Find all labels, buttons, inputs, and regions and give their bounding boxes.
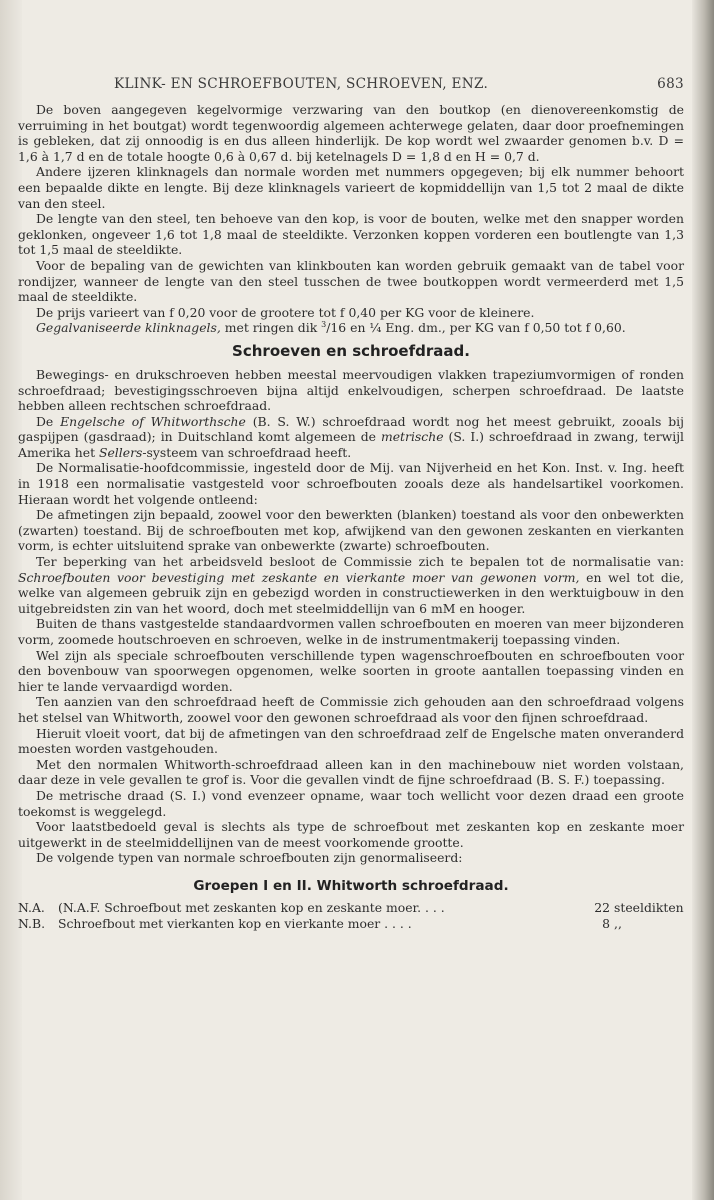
paragraph [18,414,684,461]
paragraph: De metrische draad (S. I.) vond evenzeer opname, waar toch wellicht voor dezen draad een groote toekomst is weggelegd. [18,787,684,819]
paragraph: De boven aangegeven kegelvormige verzwaring van den boutkop (en dienovereenkomstig de verruiming in het boutgat) wordt tegenwoordig algemeen achterwege gelaten, daar door proefnemingen is gebleken, dat zij onnoodig is en dus alleen hinderlijk. De kop wordt wel zwaarder genomen b.v. D = 1,6 à 1,7 d en de totale hoogte 0,6 à 0,67 d. bij ketelnagels D = 1,8 d en H = 0,7 d. [18,102,684,164]
book-fore-edge [692,0,714,1200]
table-row [18,900,684,916]
text-run: -systeem van schroefdraad heeft. [142,444,352,460]
text-run: (S. I.) schroefdraad in zwang, terwijl Amerika het [18,429,685,460]
italic-term: Gegalvaniseerde klinknagels, [36,320,221,336]
paragraph: Voor de bepaling van de gewichten van klinkbouten kan worden gebruik gemaakt van de tabel voor rondijzer, wanneer de lengte van den steel tusschen de twee boutkoppen wordt vermeerderd met 1,5 maal de steeldikte. [18,257,684,305]
row-unit: ,, [614,915,622,931]
paragraph: Met den normalen Whitworth-schroefdraad alleen kan in den machinebouw niet worden volstaan, daar deze in vele gevallen te grof is. Voor die gevallen vindt de fijne schroefdraad (B. S. F.) toepassing. [18,756,684,788]
section-heading: Schroeven en schroefdraad. [232,341,470,360]
running-head-title: KLINK- EN SCHROEFBOUTEN, SCHROEVEN, ENZ. [114,76,489,92]
row-description: Schroefbout met vierkanten kop en vierkante moer . . . . [58,915,412,931]
fraction-numerator: 3 [321,320,327,330]
paragraph: Andere ijzeren klinknagels dan normale worden met nummers opgegeven; bij elk nummer behoort een bepaalde dikte en lengte. Bij deze klinknagels varieert de kopmiddellijn van 1,5 tot 2 maal de dikte van den steel. [18,164,684,211]
intro-section [18,102,684,336]
row-count: 8 [602,915,610,931]
running-head [114,76,684,102]
table-row [18,916,684,932]
row-description: (N.A.F. Schroefbout met zeskanten kop en zeskante moer. . . . [58,899,445,915]
paragraph: De prijs varieert van f 0,20 voor de grootere tot f 0,40 per KG voor de kleinere. [36,304,535,320]
text-run: en wel tot die, welke van algemeen gebruik zijn en gebezigd worden in constructiewerken in den werktuigbouw in den uitgebreidsten zin van het woord, doch met steelmiddellijn van 6 mM en hooger. [18,569,684,616]
paragraph: Ten aanzien van den schroefdraad heeft de Commissie zich gehouden aan den schroefdraad volgens het stelsel van Whitworth, zoowel voor den gewonen schroefdraad als voor den fijnen schroefdraad. [18,694,684,725]
paragraph: Buiten de thans vastgestelde standaardvormen vallen schroefbouten en moeren van meer bijzonderen vorm, zoomede houtschroeven en schroeven, welke in de instrumentmakerij toepassing vinden. [18,616,684,647]
paragraph: De volgende typen van normale schroefbouten zijn genormaliseerd: [36,850,463,866]
paragraph: De afmetingen zijn bepaald, zoowel voor den bewerkten (blanken) toestand als voor den onbewerkten (zwarten) toestand. Bij de schroefbouten met kop, afwijkend van den gewonen zeskanten en vierkanten vorm, is echter uitsluitend sprake van onbewerkte (zwarte) schroefbouten. [18,507,684,554]
paragraph: De lengte van den steel, ten behoeve van den kop, is voor de bouten, welke met den snapper worden geklonken, ongeveer 1,6 tot 1,8 maal de steeldikte. Verzonken koppen vorderen een boutlengte van 1,3 tot 1,5 maal de steeldikte. [18,211,684,258]
text-run: (B. S. W.) schroefdraad wordt nog het meest gebruikt, zooals bij gaspijpen (gasdraad); in Duitschland komt algemeen de [18,413,684,445]
italic-term: Schroefbouten voor bevestiging met zeskante en vierkante moer van gewonen vorm, [18,569,580,585]
paragraph: Voor laatstbedoeld geval is slechts als type de schroefbout met zeskanten kop en zeskante moer uitgewerkt in de steelmiddellijnen van de meest voorkomende grootte. [18,819,684,850]
screws-section [18,367,684,866]
page-number: 683 [657,76,684,92]
italic-term: Sellers [98,444,143,460]
bolt-types-table [18,900,684,931]
paragraph: De Normalisatie-hoofdcommissie, ingesteld door de Mij. van Nijverheid en het Kon. Inst. v. Ing. heeft in 1918 een normalisatie vastgesteld voor schroefbouten zooals deze als handelsartikel voorkomen. Hieraan wordt het volgende ontleend: [18,460,684,507]
row-code: N.B. [18,915,46,931]
italic-term: Engelsche of Whitworthsche [60,413,246,429]
row-count: 22 [594,899,610,915]
text-run: Ter beperking van het arbeidsveld besloot de Commissie zich te bepalen tot de normalisatie van: [36,554,684,570]
paragraph: Hieruit vloeit voort, dat bij de afmetingen van den schroefdraad zelf de Engelsche maten onveranderd moesten worden vastgehouden. [18,725,684,757]
text-run: en ¼ Eng. dm., per KG van f 0,50 tot f 0,60. [346,320,626,336]
text-run: met ringen dik [220,320,322,336]
subsection-heading: Groepen I en II. Whitworth schroefdraad. [193,877,509,894]
row-unit: steeldikten [614,899,684,915]
text-run: De [36,413,61,429]
paragraph [18,554,684,616]
italic-term: metrische [380,429,444,445]
page [18,76,684,931]
paragraph: Bewegings- en drukschroeven hebben meestal meervoudigen vlakken trapeziumvormigen of ronden schroefdraad; bevestigingsschroeven bijna altijd enkelvoudigen, scherpen schroefdraad. De laatste hebben alleen rechtschen schroefdraad. [18,366,684,414]
paragraph [18,320,684,336]
row-code: N.A. [18,899,45,915]
paragraph: Wel zijn als speciale schroefbouten verschillende typen wagenschroefbouten en schroefbouten voor den bovenbouw van spoorwegen opgenomen, welke soorten in groote aantallen toepassing vinden en hier te lande vervaardigd worden. [18,647,684,694]
fraction-denominator: /16 [326,320,347,336]
